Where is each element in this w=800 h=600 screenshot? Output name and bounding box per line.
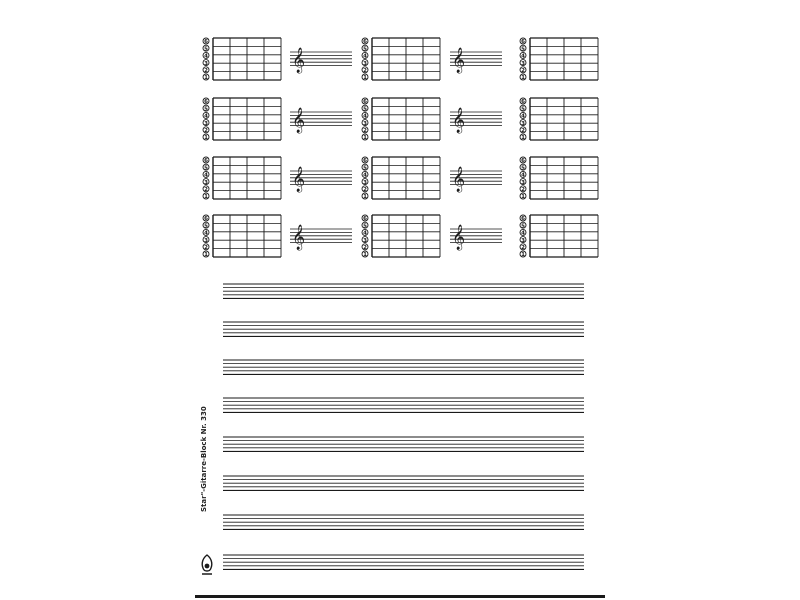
string-number-column	[520, 98, 526, 141]
chord-diagram	[520, 157, 598, 200]
string-number: 5	[521, 165, 525, 172]
small-staff	[450, 224, 502, 250]
string-number: 3	[521, 60, 525, 67]
chord-diagram	[203, 38, 281, 81]
string-number: 4	[363, 53, 367, 60]
string-number: 3	[204, 179, 208, 186]
chord-diagram	[362, 38, 440, 81]
small-staff	[290, 224, 352, 250]
large-staff	[223, 515, 584, 529]
string-number: 1	[363, 75, 367, 82]
large-staff	[223, 476, 584, 490]
string-number: 4	[204, 230, 208, 237]
small-staff	[290, 47, 352, 73]
string-number: 5	[204, 106, 208, 113]
string-number: 1	[204, 135, 208, 142]
string-number: 5	[204, 223, 208, 230]
string-number: 5	[363, 106, 367, 113]
string-number-column	[203, 38, 209, 81]
string-number: 3	[363, 60, 367, 67]
small-staff	[450, 166, 502, 192]
treble-clef-icon: 𝄞	[292, 225, 306, 250]
string-number: 5	[204, 46, 208, 53]
string-number: 4	[363, 113, 367, 120]
string-number-column	[520, 38, 526, 81]
string-number: 6	[363, 39, 367, 46]
string-number: 6	[521, 158, 525, 165]
string-number: 4	[204, 172, 208, 179]
large-staff	[223, 398, 584, 412]
page-bottom-edge	[195, 595, 605, 598]
string-number: 3	[363, 237, 367, 244]
string-number: 1	[363, 194, 367, 201]
string-number: 2	[521, 187, 525, 193]
treble-clef-icon: 𝄞	[452, 225, 466, 250]
string-number-column	[520, 215, 526, 258]
string-number: 5	[521, 223, 525, 230]
string-number: 2	[204, 68, 208, 74]
string-number: 4	[363, 172, 367, 179]
small-staff	[450, 107, 502, 133]
string-number: 5	[363, 46, 367, 53]
chord-diagram	[520, 38, 598, 81]
string-number: 3	[363, 179, 367, 186]
string-number: 5	[204, 165, 208, 172]
string-number: 2	[204, 245, 208, 251]
string-number: 5	[521, 106, 525, 113]
string-number: 2	[204, 187, 208, 193]
chord-diagram	[520, 215, 598, 258]
string-number: 5	[363, 165, 367, 172]
large-staff	[223, 284, 584, 298]
small-staff	[450, 47, 502, 73]
string-number: 1	[204, 75, 208, 82]
chord-diagram	[362, 215, 440, 258]
string-number: 4	[204, 113, 208, 120]
string-number: 6	[204, 99, 208, 106]
string-number-column	[362, 98, 368, 141]
string-number-column	[362, 38, 368, 81]
treble-clef-icon: 𝄞	[292, 108, 306, 133]
large-staff	[223, 555, 584, 569]
publisher-logo	[200, 554, 214, 576]
large-staff	[223, 322, 584, 336]
string-number: 6	[204, 39, 208, 46]
string-number-column	[203, 157, 209, 200]
string-number: 1	[521, 252, 525, 259]
chord-diagram	[362, 157, 440, 200]
treble-clef-icon: 𝄞	[452, 108, 466, 133]
string-number-column	[203, 98, 209, 141]
string-number: 4	[204, 53, 208, 60]
string-number: 6	[521, 216, 525, 223]
string-number: 6	[204, 216, 208, 223]
string-number: 3	[521, 120, 525, 127]
string-number-column	[520, 157, 526, 200]
string-number: 2	[363, 68, 367, 74]
string-number: 4	[521, 53, 525, 60]
string-number: 4	[363, 230, 367, 237]
string-number: 2	[521, 68, 525, 74]
string-number: 3	[521, 237, 525, 244]
treble-clef-icon: 𝄞	[292, 167, 306, 192]
string-number: 2	[363, 128, 367, 134]
string-number: 1	[204, 252, 208, 259]
string-number: 2	[204, 128, 208, 134]
string-number: 6	[204, 158, 208, 165]
chord-diagram	[203, 98, 281, 141]
string-number-column	[203, 215, 209, 258]
string-number: 4	[521, 172, 525, 179]
large-staff	[223, 360, 584, 374]
chord-diagram	[203, 157, 281, 200]
string-number: 2	[363, 187, 367, 193]
string-number: 3	[363, 120, 367, 127]
string-number-column	[362, 215, 368, 258]
string-number: 6	[521, 39, 525, 46]
string-number: 4	[521, 230, 525, 237]
string-number: 2	[363, 245, 367, 251]
small-staff	[290, 166, 352, 192]
string-number: 3	[204, 237, 208, 244]
string-number: 1	[521, 135, 525, 142]
small-staff	[290, 107, 352, 133]
chord-diagram	[520, 98, 598, 141]
string-number: 3	[204, 120, 208, 127]
string-number: 3	[521, 179, 525, 186]
string-number: 5	[521, 46, 525, 53]
large-staff	[223, 437, 584, 451]
treble-clef-icon: 𝄞	[452, 167, 466, 192]
string-number: 6	[363, 158, 367, 165]
string-number: 2	[521, 128, 525, 134]
string-number-column	[362, 157, 368, 200]
string-number: 5	[363, 223, 367, 230]
string-number: 6	[363, 99, 367, 106]
string-number: 1	[521, 194, 525, 201]
string-number: 6	[363, 216, 367, 223]
string-number: 1	[204, 194, 208, 201]
chord-diagram	[362, 98, 440, 141]
chord-diagram	[203, 215, 281, 258]
string-number: 6	[521, 99, 525, 106]
string-number: 2	[521, 245, 525, 251]
string-number: 3	[204, 60, 208, 67]
string-number: 1	[363, 252, 367, 259]
treble-clef-icon: 𝄞	[292, 48, 306, 73]
string-number: 1	[521, 75, 525, 82]
treble-clef-icon: 𝄞	[452, 48, 466, 73]
string-number: 4	[521, 113, 525, 120]
string-number: 1	[363, 135, 367, 142]
